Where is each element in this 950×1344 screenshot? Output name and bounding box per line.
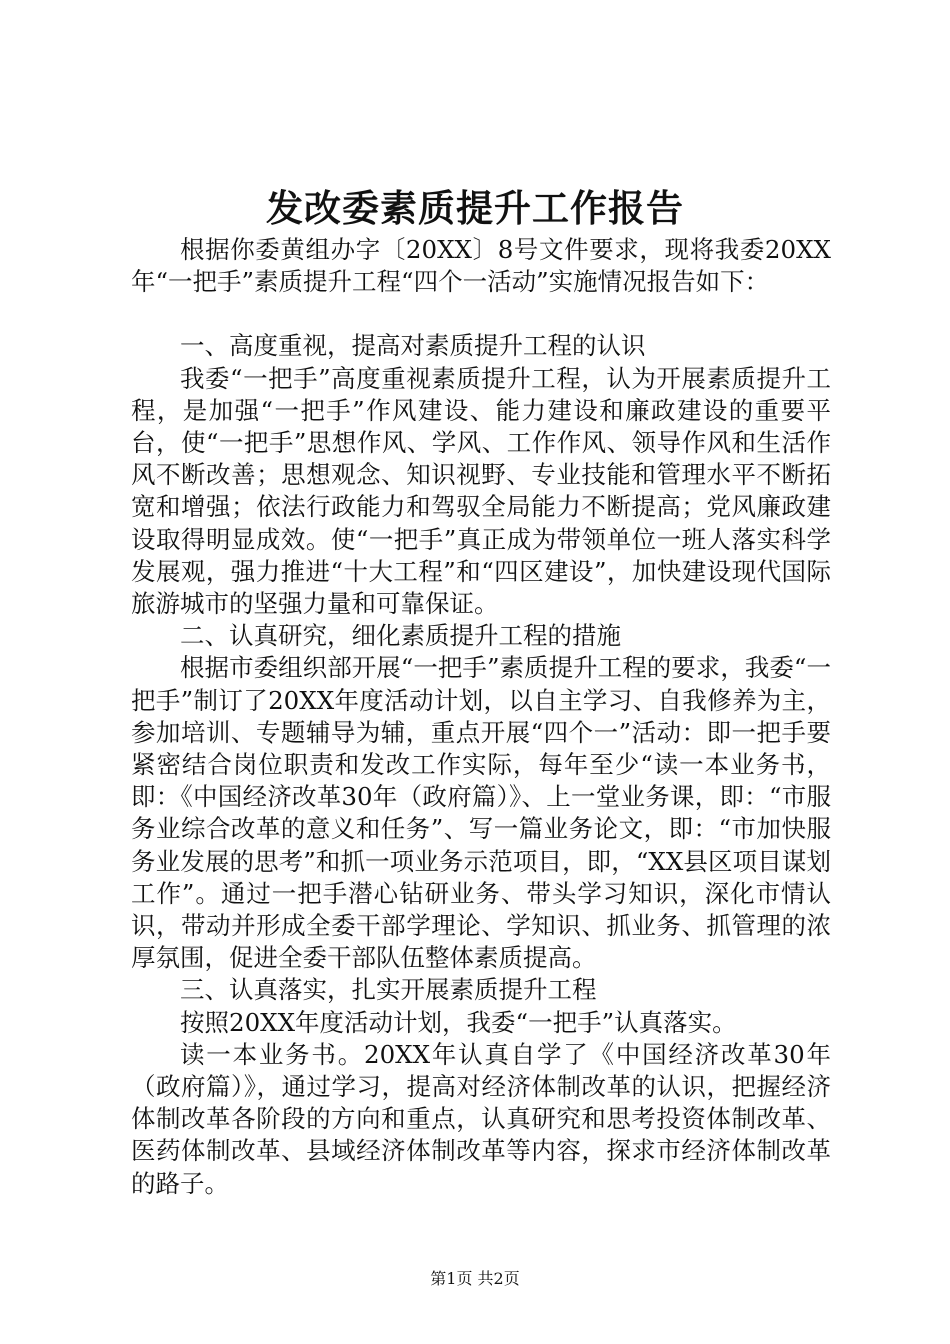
- section-heading-2: 二、认真研究，细化素质提升工程的措施: [180, 621, 621, 651]
- section-heading-1: 一、高度重视，提高对素质提升工程的认识: [180, 331, 646, 361]
- section-heading-3: 三、认真落实，扎实开展素质提升工程: [180, 975, 597, 1005]
- intro-paragraph: 根据你委黄组办字〔20XX〕8号文件要求，现将我委20XX年“一把手”素质提升工程“四个一活动”实施情况报告如下：: [131, 235, 831, 297]
- section-3-paragraph-2: 读一本业务书。20XX年认真自学了《中国经济改革30年（政府篇）》，通过学习，提高对经济体制改革的认识，把握经济体制改革各阶段的方向和重点，认真研究和思考投资体制改革、医药体制改革、县域经济体制改革等内容，探求市经济体制改革的路子。: [131, 1039, 831, 1198]
- section-1-paragraph: 我委“一把手”高度重视素质提升工程，认为开展素质提升工程，是加强“一把手”作风建设、能力建设和廉政建设的重要平台，使“一把手”思想作风、学风、工作作风、领导作风和生活作风不断改善；思想观念、知识视野、专业技能和管理水平不断拓宽和增强；依法行政能力和驾驭全局能力不断提高；党风廉政建设取得明显成效。使“一把手”真正成为带领单位一班人落实科学发展观，强力推进“十大工程”和“四区建设”，加快建设现代国际旅游城市的坚强力量和可靠保证。: [131, 363, 831, 619]
- page-footer: 第1页 共2页: [430, 1269, 520, 1288]
- section-3-paragraph-1: 按照20XX年度活动计划，我委“一把手”认真落实。: [180, 1007, 737, 1037]
- document-title: 发改委素质提升工作报告: [266, 186, 684, 230]
- document-body: [131, 234, 831, 1200]
- section-2-paragraph: 根据市委组织部开展“一把手”素质提升工程的要求，我委“一把手”制订了20XX年度活动计划，以自主学习、自我修养为主，参加培训、专题辅导为辅，重点开展“四个一”活动：即一把手要紧密结合岗位职责和发改工作实际，每年至少“读一本业务书，即：《中国经济改革30年（政府篇）》、上一堂业务课，即：“市服务业综合改革的意义和任务”、写一篇业务论文，即：“市加快服务业发展的思考”和抓一项业务示范项目，即，“XX县区项目谋划工作”。通过一把手潜心钻研业务、带头学习知识，深化市情认识，带动并形成全委干部学理论、学知识、抓业务、抓管理的浓厚氛围，促进全委干部队伍整体素质提高。: [131, 653, 831, 973]
